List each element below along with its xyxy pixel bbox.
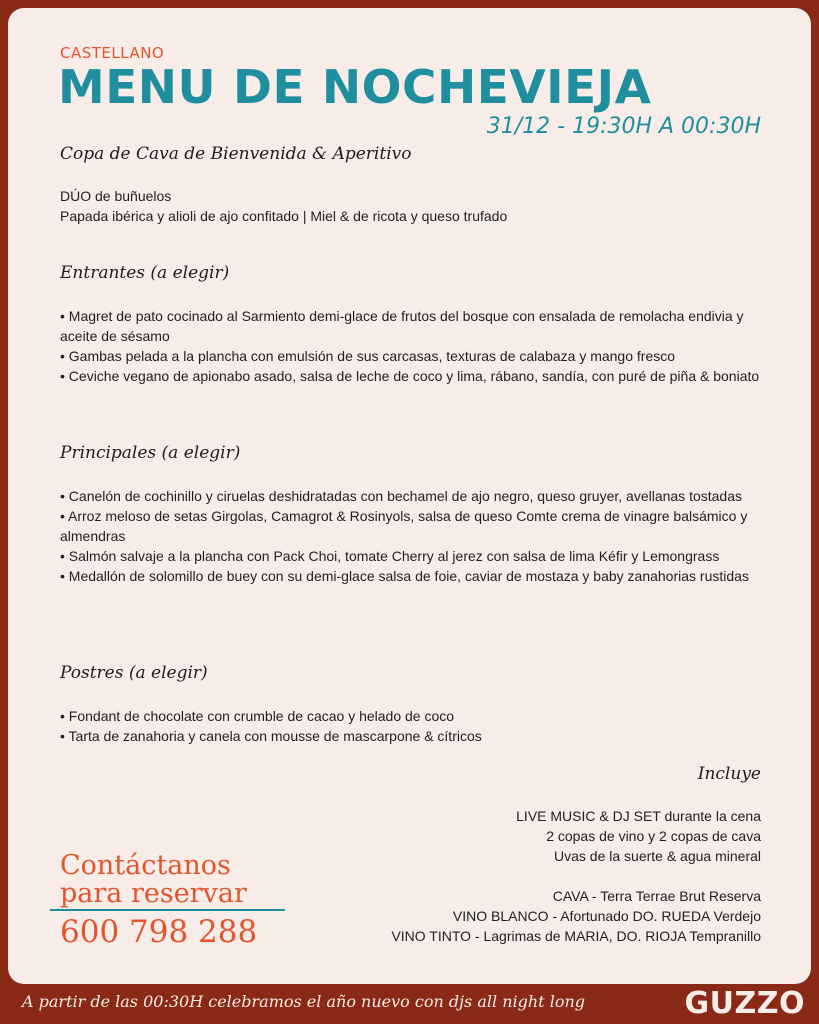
welcome-title: Copa de Cava de Bienvenida & Aperitivo bbox=[60, 144, 412, 164]
contact-divider bbox=[50, 909, 285, 911]
contact-heading bbox=[60, 852, 247, 908]
event-date: 31/12 - 19:30H A 00:30H bbox=[486, 114, 761, 139]
welcome-line: Papada ibérica y alioli de ajo confitado | Miel & de ricota y queso trufado bbox=[60, 208, 508, 224]
entrantes-list bbox=[60, 306, 760, 386]
incluye-wine: VINO TINTO - Lagrimas de MARIA, DO. RIOJA Tempranillo bbox=[391, 928, 761, 944]
menu-title: MENU DE NOCHEVIEJA bbox=[58, 60, 652, 114]
menu-item: • Salmón salvaje a la plancha con Pack Choi, tomate Cherry al jerez con salsa de lima Kéfir y Lemongrass bbox=[60, 548, 720, 564]
contact-line-1: Contáctanos bbox=[60, 850, 231, 881]
postres-title: Postres (a elegir) bbox=[60, 663, 208, 683]
welcome-section bbox=[60, 186, 760, 226]
phone-number[interactable]: 600 798 288 bbox=[60, 914, 258, 950]
welcome-line: DÚO de buñuelos bbox=[60, 188, 172, 204]
menu-item: • Ceviche vegano de apionabo asado, salsa de leche de coco y lima, rábano, sandía, con puré de piña & boniato bbox=[60, 368, 760, 384]
incluye-wine: VINO BLANCO - Afortunado DO. RUEDA Verdejo bbox=[452, 908, 761, 924]
principales-list bbox=[60, 486, 760, 586]
menu-item: • Arroz meloso de setas Girgolas, Camagrot & Rosinyols, salsa de queso Comte crema de vinagre balsámico y almendras bbox=[60, 508, 748, 544]
menu-item: • Medallón de solomillo de buey con su demi-glace salsa de foie, caviar de mostaza y baby zanahorias rustidas bbox=[60, 568, 749, 584]
menu-item: • Gambas pelada a la plancha con emulsión de sus carcasas, texturas de calabaza y mango fresco bbox=[60, 348, 676, 364]
menu-item: • Tarta de zanahoria y canela con mousse de mascarpone & cítricos bbox=[60, 728, 482, 744]
brand-logo: GUZZO bbox=[684, 986, 805, 1021]
spacer bbox=[301, 866, 761, 886]
contact-line-2: para reservar bbox=[60, 878, 247, 909]
footer-tagline: A partir de las 00:30H celebramos el año nuevo con djs all night long bbox=[22, 992, 585, 1011]
incluye-title: Incluye bbox=[697, 764, 761, 784]
menu-item: • Canelón de cochinillo y ciruelas deshidratadas con bechamel de ajo negro, queso gruyer, avellanas tostadas bbox=[60, 488, 742, 504]
incluye-extra: Uvas de la suerte & agua mineral bbox=[554, 848, 761, 864]
principales-title: Principales (a elegir) bbox=[60, 443, 241, 463]
incluye-extra: 2 copas de vino y 2 copas de cava bbox=[546, 828, 761, 844]
menu-item: • Fondant de chocolate con crumble de cacao y helado de coco bbox=[60, 708, 455, 724]
postres-list bbox=[60, 706, 760, 746]
incluye-wine: CAVA - Terra Terrae Brut Reserva bbox=[552, 888, 761, 904]
incluye-list bbox=[301, 806, 761, 946]
entrantes-title: Entrantes (a elegir) bbox=[60, 263, 230, 283]
menu-item: • Magret de pato cocinado al Sarmiento demi-glace de frutos del bosque con ensalada de remolacha endivia y aceite de sésamo bbox=[60, 308, 744, 344]
incluye-extra: LIVE MUSIC & DJ SET durante la cena bbox=[516, 808, 761, 824]
language-label: CASTELLANO bbox=[60, 44, 165, 62]
